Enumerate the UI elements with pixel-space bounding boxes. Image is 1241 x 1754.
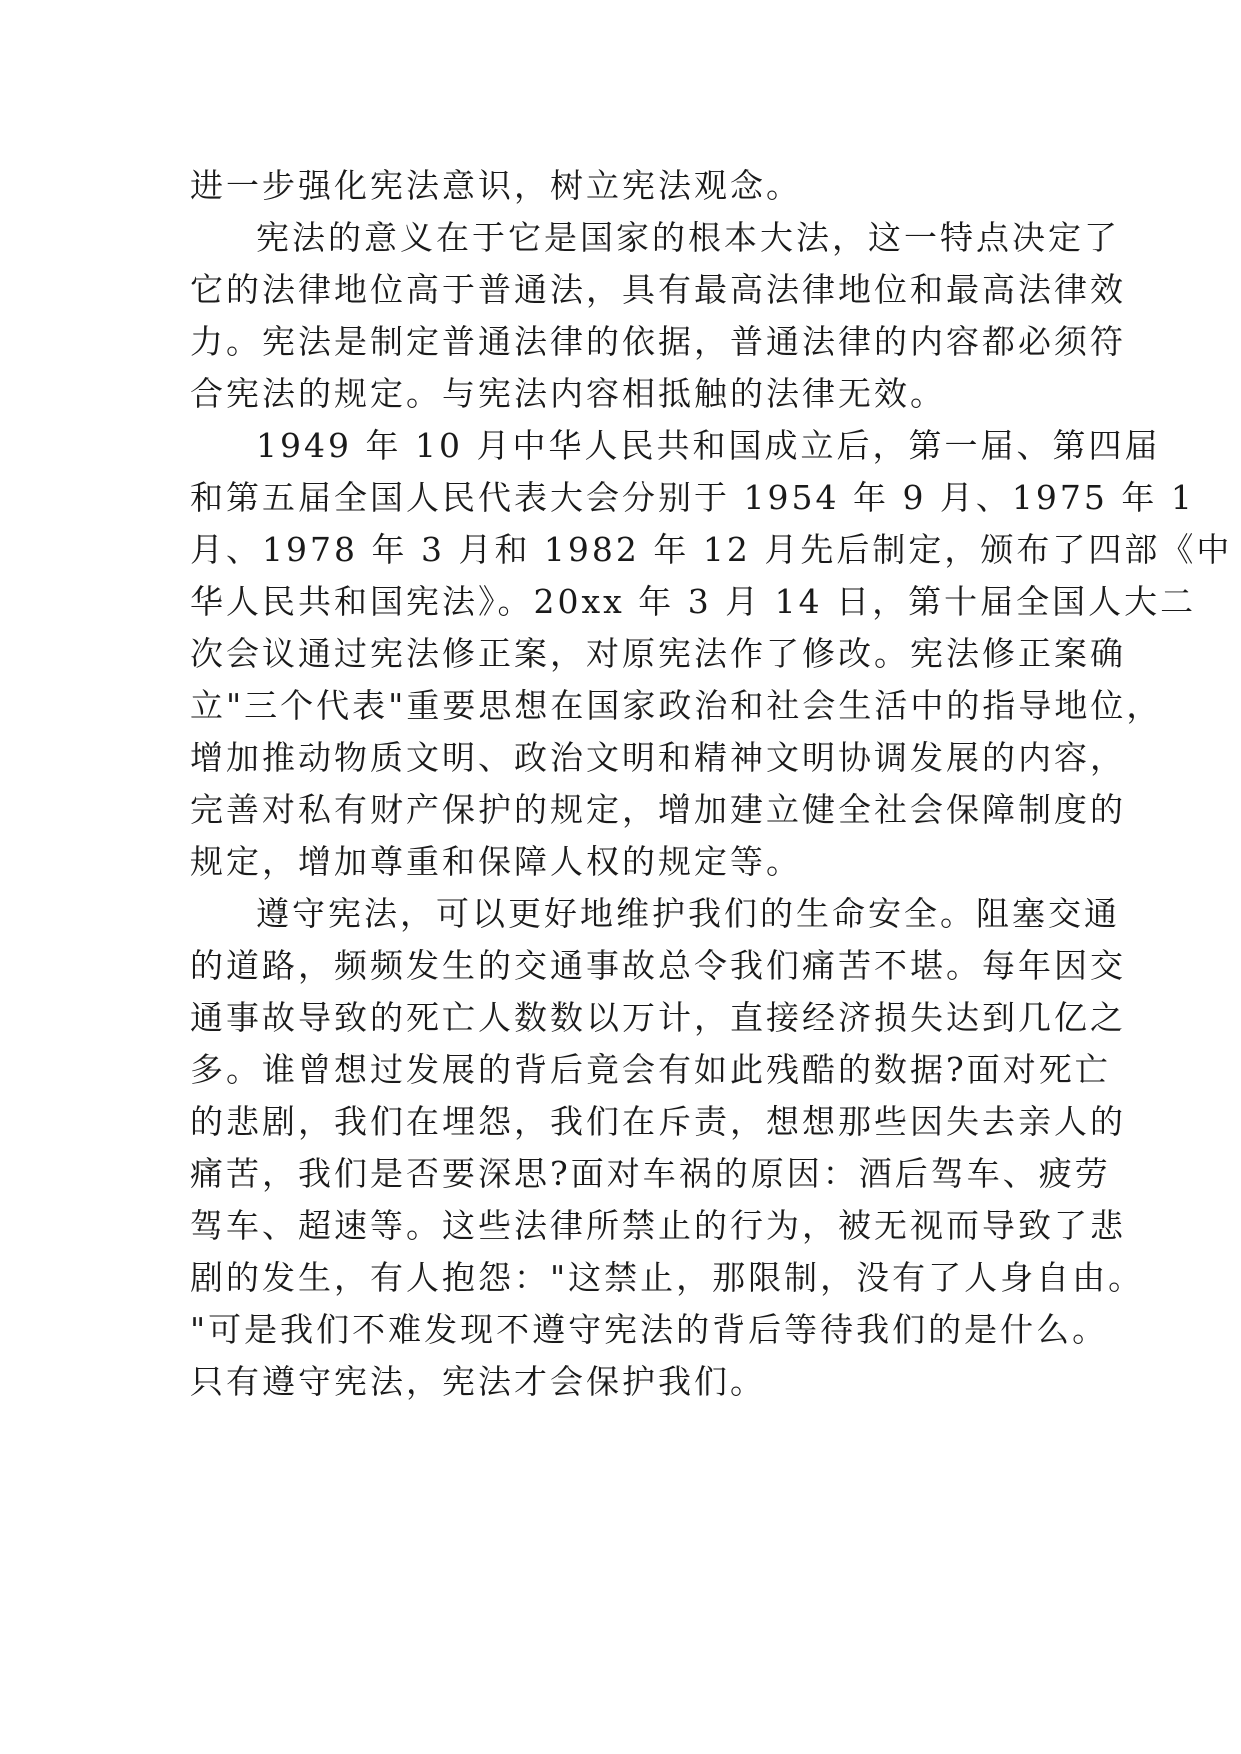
document-body	[190, 160, 1233, 1408]
text-line: 驾车、超速等。这些法律所禁止的行为，被无视而导致了悲	[190, 1206, 1126, 1245]
text-line: 通事故导致的死亡人数数以万计，直接经济损失达到几亿之	[190, 998, 1126, 1037]
text-line: 增加推动物质文明、政治文明和精神文明协调发展的内容，	[190, 738, 1126, 777]
text-line: 月、1978 年 3 月和 1982 年 12 月先后制定，颁布了四部《中	[190, 530, 1233, 569]
text-line: 剧的发生，有人抱怨："这禁止，那限制，没有了人身自由。	[190, 1258, 1145, 1297]
paragraph-start-line: 宪法的意义在于它是国家的根本大法，这一特点决定了	[256, 218, 1120, 257]
text-line: 次会议通过宪法修正案，对原宪法作了修改。宪法修正案确	[190, 634, 1126, 673]
text-line: 只有遵守宪法，宪法才会保护我们。	[190, 1362, 766, 1401]
text-line: 进一步强化宪法意识，树立宪法观念。	[190, 166, 802, 205]
text-line: 完善对私有财产保护的规定，增加建立健全社会保障制度的	[190, 790, 1126, 829]
text-line: "可是我们不难发现不遵守宪法的背后等待我们的是什么。	[190, 1310, 1109, 1349]
text-line: 规定，增加尊重和保障人权的规定等。	[190, 842, 802, 881]
text-line: 华人民共和国宪法》。20xx 年 3 月 14 日，第十届全国人大二	[190, 582, 1197, 621]
paragraph-start-line: 1949 年 10 月中华人民共和国成立后，第一届、第四届	[256, 426, 1161, 465]
text-line: 的悲剧，我们在埋怨，我们在斥责，想想那些因失去亲人的	[190, 1102, 1126, 1141]
text-line: 力。宪法是制定普通法律的依据，普通法律的内容都必须符	[190, 322, 1126, 361]
text-line: 的道路，频频发生的交通事故总令我们痛苦不堪。每年因交	[190, 946, 1126, 985]
text-line: 痛苦，我们是否要深思?面对车祸的原因：酒后驾车、疲劳	[190, 1154, 1111, 1193]
text-line: 多。谁曾想过发展的背后竟会有如此残酷的数据?面对死亡	[190, 1050, 1111, 1089]
text-line: 立"三个代表"重要思想在国家政治和社会生活中的指导地位，	[190, 686, 1163, 725]
text-line: 它的法律地位高于普通法，具有最高法律地位和最高法律效	[190, 270, 1126, 309]
text-line: 合宪法的规定。与宪法内容相抵触的法律无效。	[190, 374, 946, 413]
paragraph-start-line: 遵守宪法，可以更好地维护我们的生命安全。阻塞交通	[256, 894, 1120, 933]
text-line: 和第五届全国人民代表大会分别于 1954 年 9 月、1975 年 1	[190, 478, 1195, 517]
